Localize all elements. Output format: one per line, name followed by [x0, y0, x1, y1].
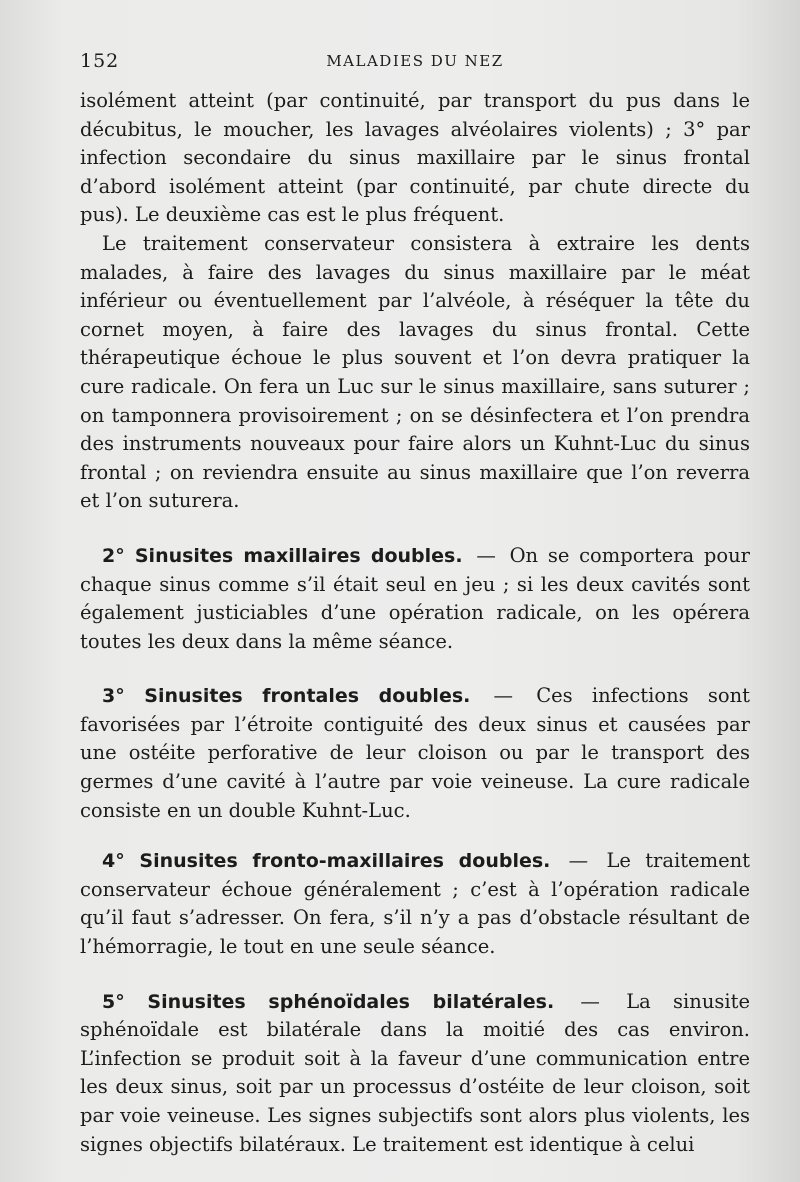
section-heading: 3° Sinusites frontales doubles.	[102, 685, 471, 708]
spacer	[80, 962, 750, 988]
section-text: On se comportera pour chaque sinus comme s’il était seul en jeu ; si les deux cavités sont également justiciables d’une opération radicale, on les opérera toutes les deux dans la même séance.	[80, 543, 751, 653]
section-heading: 5° Sinusites sphénoïdales bilatérales.	[102, 990, 555, 1013]
em-dash: —	[580, 989, 600, 1013]
section-sphenoidal	[80, 988, 750, 1160]
section-heading: 2° Sinusites maxillaires doubles.	[102, 544, 463, 567]
paragraph-continuation: isolément atteint (par continuité, par transport du pus dans le décubitus, le moucher, les lavages alvéolaires violents) ; 3° par infection secondaire du sinus maxillaire par le sinus frontal d’abord isolément atteint (par continuité, par chute directe du pus). Le deuxième cas est le plus fréquent.	[80, 89, 750, 227]
em-dash: —	[568, 849, 589, 873]
section-heading: 4° Sinusites fronto-maxillaires doubles.	[102, 850, 551, 873]
spacer	[80, 825, 750, 847]
paragraph-treatment: Le traitement conservateur consistera à extraire les dents malades, à faire des lavages du sinus maxillaire par le méat inférieur ou éventuellement par l’alvéole, à réséquer la tête du cornet moyen, à faire des lavages du sinus frontal. Cette thérapeutique échoue le plus souvent et l’on devra pratiquer la cure radicale. On fera un Luc sur le sinus maxillaire, sans suturer ; on tamponnera provisoirement ; on se désinfectera et l’on prendra des instruments nouveaux pour faire alors un Kuhnt-Luc du sinus frontal ; on reviendra ensuite au sinus maxillaire que l’on reverra et l’on suturera.	[80, 231, 750, 513]
body-text	[80, 87, 750, 1159]
section-frontal	[80, 682, 750, 825]
spacer	[80, 656, 750, 682]
section-text: Le traitement conservateur échoue généralement ; c’est à l’opération radicale qu’il faut s’adresser. On fera, s’il n’y a pas d’obstacle résultant de l’hémorragie, le tout en une seule séance.	[80, 849, 751, 959]
running-head	[80, 50, 750, 74]
running-title: MALADIES DU NEZ	[326, 52, 504, 70]
em-dash: —	[476, 543, 496, 567]
em-dash: —	[493, 684, 514, 708]
section-text: La sinusite sphénoïdale est bilatérale dans la moitié des cas environ. L’infection se produit soit à la faveur d’une communication entre les deux sinus, soit par un processus d’ostéite de leur cloison, soit par voie veineuse. Les signes subjectifs sont alors plus violents, les signes objectifs bilatéraux. Le traitement est identique à celui	[80, 989, 750, 1156]
section-fronto-maxillary	[80, 847, 750, 961]
spacer	[80, 516, 750, 542]
section-text: Ces infections sont favorisées par l’étroite contiguité des deux sinus et causées par une ostéite perforative de leur cloison ou par le transport des germes d’une cavité à l’autre par voie veineuse. La cure radicale consiste en un double Kuhnt-Luc.	[80, 684, 750, 822]
section-maxillary	[80, 542, 750, 656]
page-number: 152	[80, 50, 120, 72]
